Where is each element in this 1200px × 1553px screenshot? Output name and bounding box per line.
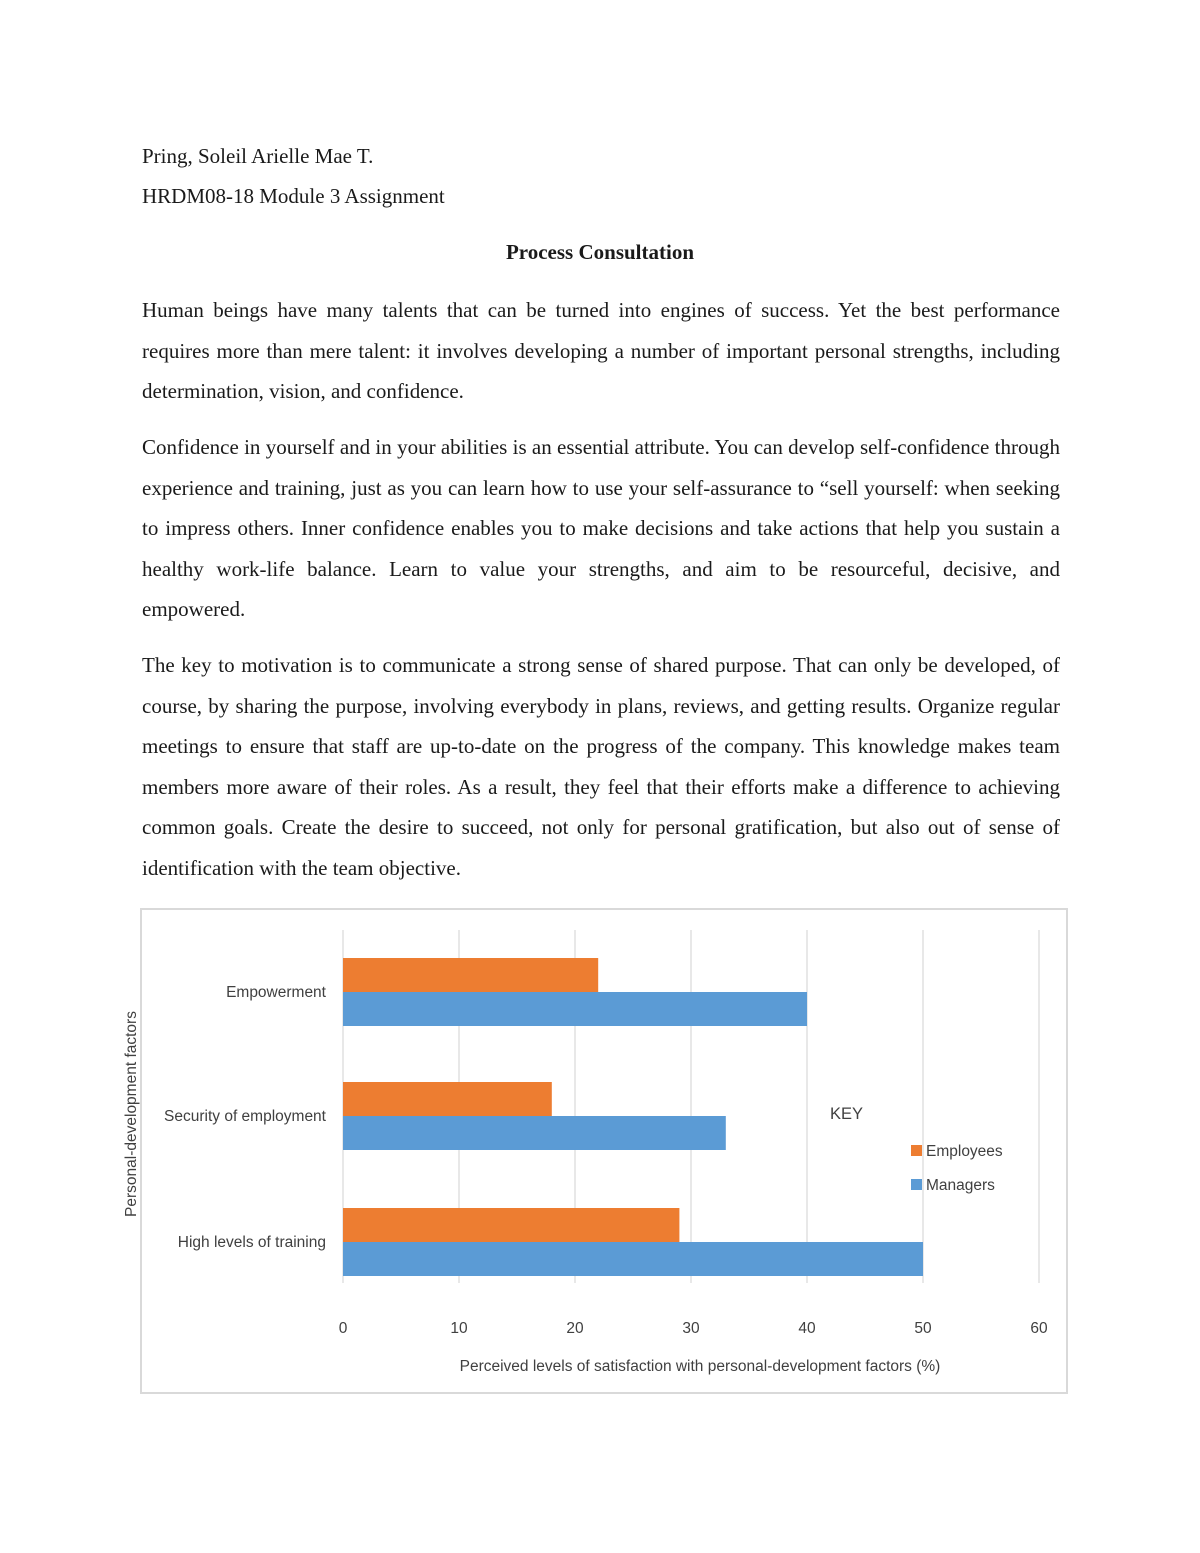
x-tick-label: 50 <box>914 1320 932 1337</box>
paragraph: The key to motivation is to communicate a strong sense of shared purpose. That can only be developed, of course, by sharing the purpose, involving everybody in plans, reviews, and getting results. Organize regular meetings to ensure that staff are up-to-date on the progress of the company. This knowledge makes team members more aware of their roles. As a result, they feel that their efforts make a difference to achieving common goals. Create the desire to succeed, not only for personal gratification, but also out of sense of identification with the team objective. <box>142 653 1060 880</box>
bar-managers <box>343 1242 923 1276</box>
bar-employees <box>343 1082 552 1116</box>
bar-managers <box>343 1116 726 1150</box>
paragraph: Confidence in yourself and in your abilities is an essential attribute. You can develop self-confidence through experience and training, just as you can learn how to use your self-assurance to “sell yourself: when seeking to impress others. Inner confidence enables you to make decisions and take actions that help you sustain a healthy work-life balance. Learn to value your strengths, and aim to be resourceful, decisive, and empowered. <box>142 435 1060 622</box>
chart-legend <box>830 1105 1003 1194</box>
category-label: High levels of training <box>177 1234 326 1251</box>
paragraph: Human beings have many talents that can be turned into engines of success. Yet the best performance requires more than mere talent: it involves developing a number of important personal strengths, including determination, vision, and confidence. <box>142 298 1060 404</box>
x-tick-label: 60 <box>1030 1320 1048 1337</box>
x-tick-label: 10 <box>450 1320 468 1337</box>
x-axis-title: Perceived levels of satisfaction with personal-development factors (%) <box>459 1358 941 1375</box>
category-label: Security of employment <box>164 1108 326 1125</box>
category-label: Empowerment <box>226 984 326 1001</box>
x-tick-label: 40 <box>798 1320 816 1337</box>
legend-swatch <box>911 1145 922 1156</box>
document-title: Process Consultation <box>505 240 695 264</box>
legend-label: Employees <box>926 1143 1003 1160</box>
bar-chart <box>123 908 1068 1394</box>
legend-label: Managers <box>926 1177 995 1194</box>
y-axis-title: Personal-development factors <box>123 1011 140 1217</box>
bar-managers <box>343 992 807 1026</box>
course-label: HRDM08-18 Module 3 Assignment <box>142 184 445 208</box>
author-name: Pring, Soleil Arielle Mae T. <box>142 144 374 168</box>
x-tick-label: 30 <box>682 1320 700 1337</box>
bar-employees <box>343 958 598 992</box>
legend-swatch <box>911 1179 922 1190</box>
x-tick-label: 20 <box>566 1320 584 1337</box>
chart-tick-labels <box>339 1320 1048 1337</box>
x-tick-label: 0 <box>338 1320 348 1337</box>
bar-employees <box>343 1208 679 1242</box>
legend-title: KEY <box>830 1105 864 1123</box>
chart-category-labels <box>164 984 327 1251</box>
